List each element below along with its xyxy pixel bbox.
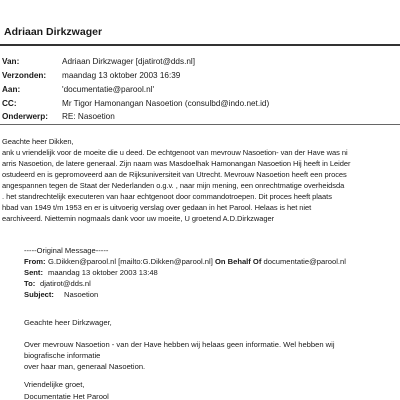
body-line: ostudeerd en is gepromoveerd aan de Rijksuniversiteit van Utrecht. Mevrouw Nasoetion heeft een proces — [2, 170, 347, 179]
quoted-subject-value: Nasoetion — [64, 290, 99, 299]
header-cc-value: Mr Tigor Hamonangan Nasoetion (consulbd@indo.net.id) — [62, 99, 270, 108]
body-line: earchiveerd. Niettemin nogmaals dank voor uw moeite, U groetend A.D.Dirkzwager — [2, 214, 275, 223]
header-cc-label: CC: — [2, 99, 17, 108]
header-sent-value: maandag 13 oktober 2003 16:39 — [62, 71, 181, 80]
body-line: . het standrechtelijk executeren van haar echtgenoot door commandotroepen. Dit proces heeft plaats — [2, 192, 332, 201]
original-message-marker: -----Original Message----- — [24, 246, 109, 255]
quoted-greeting: Geachte heer Dirkzwager, — [24, 318, 112, 327]
header-sent — [2, 71, 180, 80]
quoted-paragraph-line: Over mevrouw Nasoetion - van der Have hebben wij helaas geen informatie. Wel hebben wij — [24, 340, 335, 349]
quoted-behalf-value: documentatie@parool.nl — [263, 257, 346, 266]
body-line: angespannen tegen de Staat der Nederlanden o.g.v. , naar mijn mening, een onrechtmatige overheidsda — [2, 181, 345, 190]
quoted-from-label: From: — [24, 257, 46, 266]
header-subject-label: Onderwerp: — [2, 112, 48, 121]
page-title: Adriaan Dirkzwager — [4, 26, 103, 38]
header-cc — [2, 99, 269, 108]
header-from-value: Adriaan Dirkzwager [djatirot@dds.nl] — [62, 57, 195, 66]
body-line: arris Nasoetion, de latere generaal. Zijn naam was Masdoelhak Hamonangan Nasoetion Hij heeft in Leider — [2, 159, 351, 168]
body-line: hbad van 1949 t/m 1953 en er is uitvoerig verslag over gedaan in het Parool. Helaas is het niet — [2, 203, 312, 212]
quoted-paragraph-line: biografische informatie — [24, 351, 101, 360]
quoted-signature: Documentatie Het Parool — [24, 392, 109, 400]
header-from — [2, 57, 195, 66]
quoted-behalf-label: On Behalf Of — [214, 257, 262, 266]
header-from-label: Van: — [2, 57, 20, 66]
body-line: ank u vriendelijk voor de moeite die u deed. De echtgenoot van mevrouw Nasoetion- van der Have was ni — [2, 148, 348, 157]
quoted-sent-label: Sent: — [24, 268, 43, 277]
quoted-to — [24, 279, 91, 288]
quoted-subject — [24, 290, 98, 299]
header-divider — [0, 124, 400, 125]
quoted-sent-value: maandag 13 oktober 2003 13:48 — [48, 268, 158, 277]
quoted-closing: Vriendelijke groet, — [24, 380, 85, 389]
header-subject — [2, 112, 115, 121]
quoted-subject-label: Subject: — [24, 290, 54, 299]
header-to-label: Aan: — [2, 85, 21, 94]
title-divider — [0, 44, 400, 46]
header-to — [2, 85, 154, 94]
quoted-paragraph-line: over haar man, generaal Nasoetion. — [24, 362, 146, 371]
header-to-value: 'documentatie@parool.nl' — [62, 85, 155, 94]
body-line: Geachte heer Dikken, — [2, 137, 74, 146]
quoted-from — [24, 257, 346, 266]
quoted-from-value: G.Dikken@parool.nl [mailto:G.Dikken@parool.nl] — [48, 257, 213, 266]
quoted-to-value: djatirot@dds.nl — [40, 279, 91, 288]
quoted-to-label: To: — [24, 279, 36, 288]
header-subject-value: RE: Nasoetion — [62, 112, 115, 121]
header-sent-label: Verzonden: — [2, 71, 47, 80]
quoted-sent — [24, 268, 158, 277]
